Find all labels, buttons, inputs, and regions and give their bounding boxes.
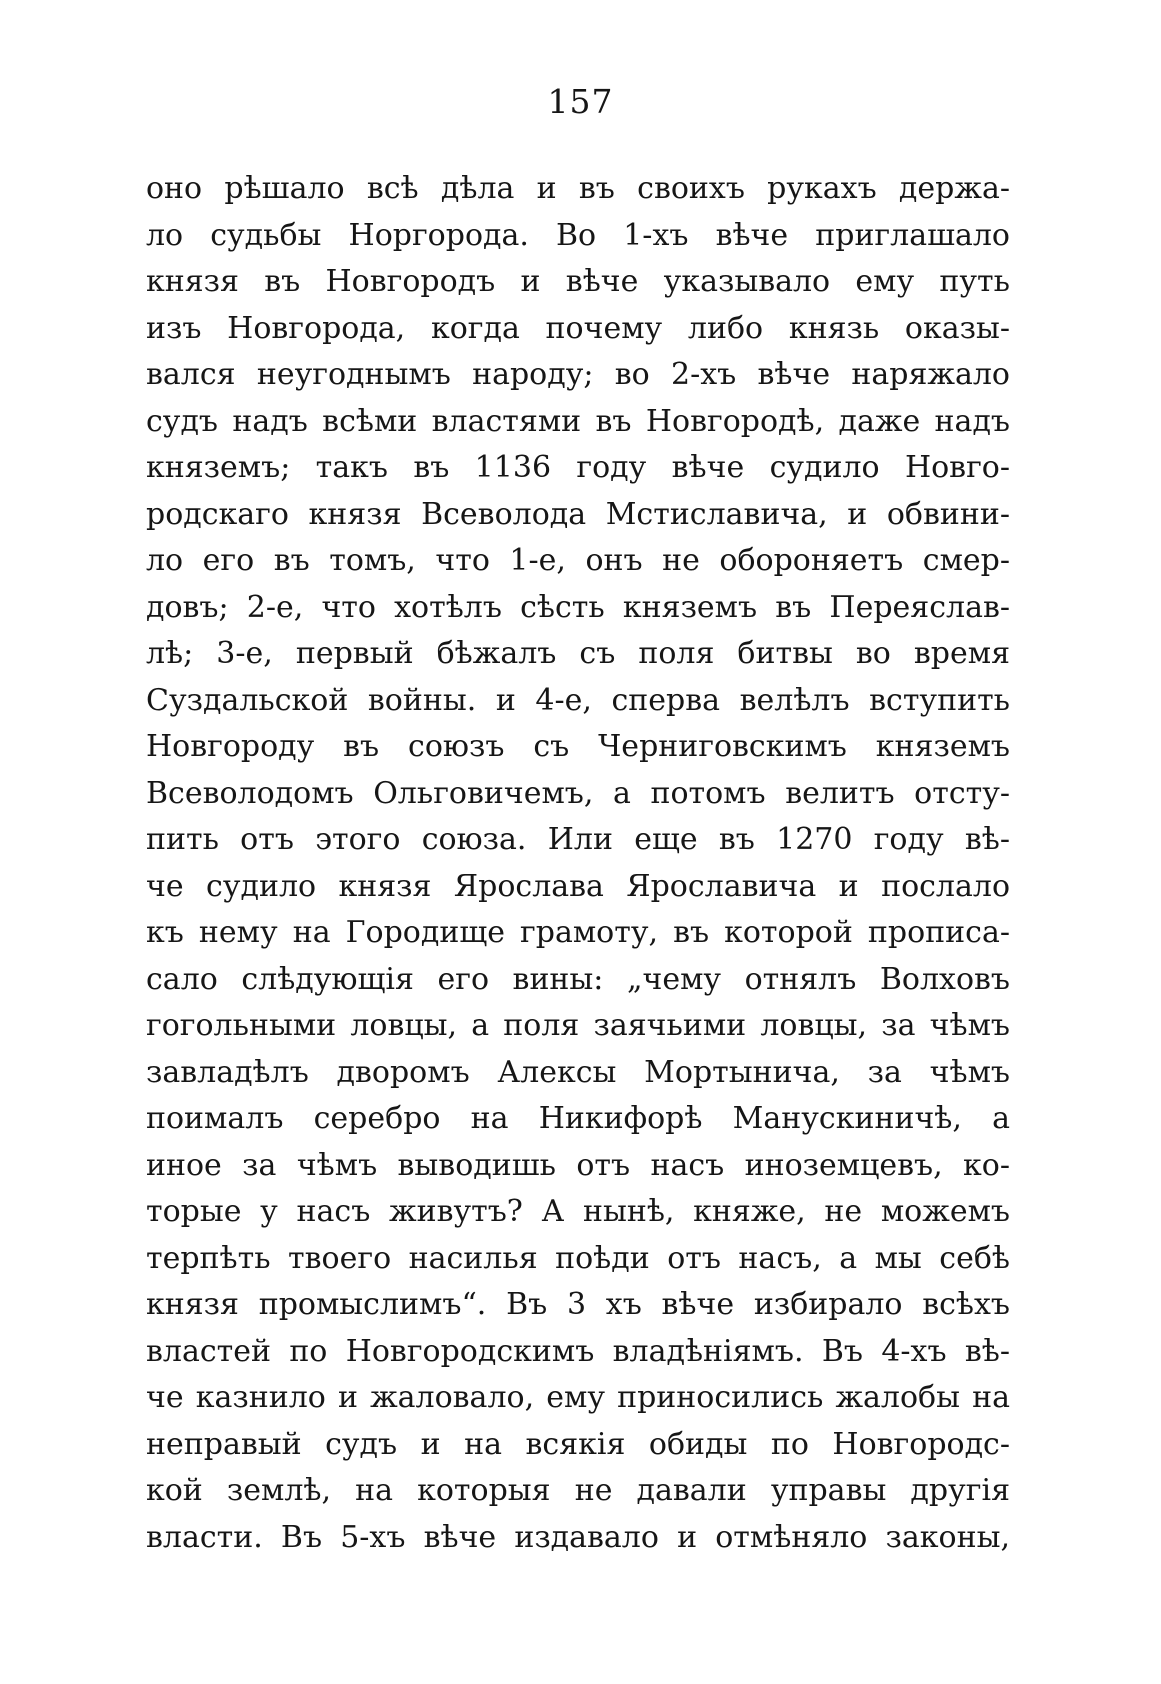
body-text [146,166,1010,1561]
text-line: че казнило и жаловало, ему приносились жалобы на [146,1380,1010,1415]
text-line: пить отъ этого союза. Или еще въ 1270 году вѣ- [146,822,1010,857]
text-line: че судило князя Ярослава Ярославича и послало [146,868,1010,904]
text-line: вался неугоднымъ народу; во 2-хъ вѣче наряжало [146,357,1010,392]
text-line: гогольными ловцы, а поля заячьими ловцы, за чѣмъ [146,1008,1010,1043]
text-line: сало слѣдующія его вины: „чему отнялъ Волховъ [146,961,1010,997]
text-line: княземъ; такъ въ 1136 году вѣче судило Новго- [146,450,1010,485]
text-line: ло судьбы Норгорода. Во 1-хъ вѣче приглашало [146,217,1010,253]
text-line: князя промыслимъ“. Въ 3 хъ вѣче избирало всѣхъ [146,1287,1010,1322]
text-line: завладѣлъ дворомъ Алексы Мортынича, за чѣмъ [146,1054,1010,1090]
text-line: лѣ; 3-е, первый бѣжалъ съ поля битвы во время [146,636,1010,671]
text-line: иное за чѣмъ выводишь отъ насъ иноземцевъ, ко- [146,1147,1010,1183]
text-line: поималъ серебро на Никифорѣ Манускиничѣ, а [146,1101,1010,1136]
text-line: Суздальской войны. и 4-е, сперва велѣлъ вступить [146,682,1010,718]
text-line: ло его въ томъ, что 1-е, онъ не обороняетъ смер- [146,543,1010,578]
text-line: власти. Въ 5-хъ вѣче издавало и отмѣняло законы, [146,1519,1010,1555]
text-line: изъ Новгорода, когда почему либо князь оказы- [146,310,1010,346]
text-line: князя въ Новгородъ и вѣче указывало ему путь [146,264,1010,299]
text-line: довъ; 2-е, что хотѣлъ сѣсть княземъ въ Переяслав- [146,589,1010,625]
text-line: Новгороду въ союзъ съ Черниговскимъ княземъ [146,729,1010,764]
page-number: 157 [547,82,614,121]
text-line: оно рѣшало всѣ дѣла и въ своихъ рукахъ держа- [146,171,1010,206]
text-line: судъ надъ всѣми властями въ Новгородѣ, даже надъ [146,403,1010,439]
text-line: торые у насъ живутъ? А нынѣ, княже, не можемъ [146,1194,1010,1229]
text-line: терпѣть твоего насилья поѣди отъ насъ, а мы себѣ [146,1240,1010,1276]
text-line: кой землѣ, на которыя не давали управы другія [146,1473,1010,1508]
text-line: къ нему на Городище грамоту, въ которой прописа- [146,915,1010,950]
text-line: властей по Новгородскимъ владѣніямъ. Въ 4-хъ вѣ- [146,1333,1010,1369]
text-line: неправый судъ и на всякія обиды по Новгородс- [146,1426,1010,1462]
text-line: родскаго князя Всеволода Мстиславича, и обвини- [146,496,1010,532]
text-line: Всеволодомъ Ольговичемъ, а потомъ велитъ отсту- [146,775,1010,811]
